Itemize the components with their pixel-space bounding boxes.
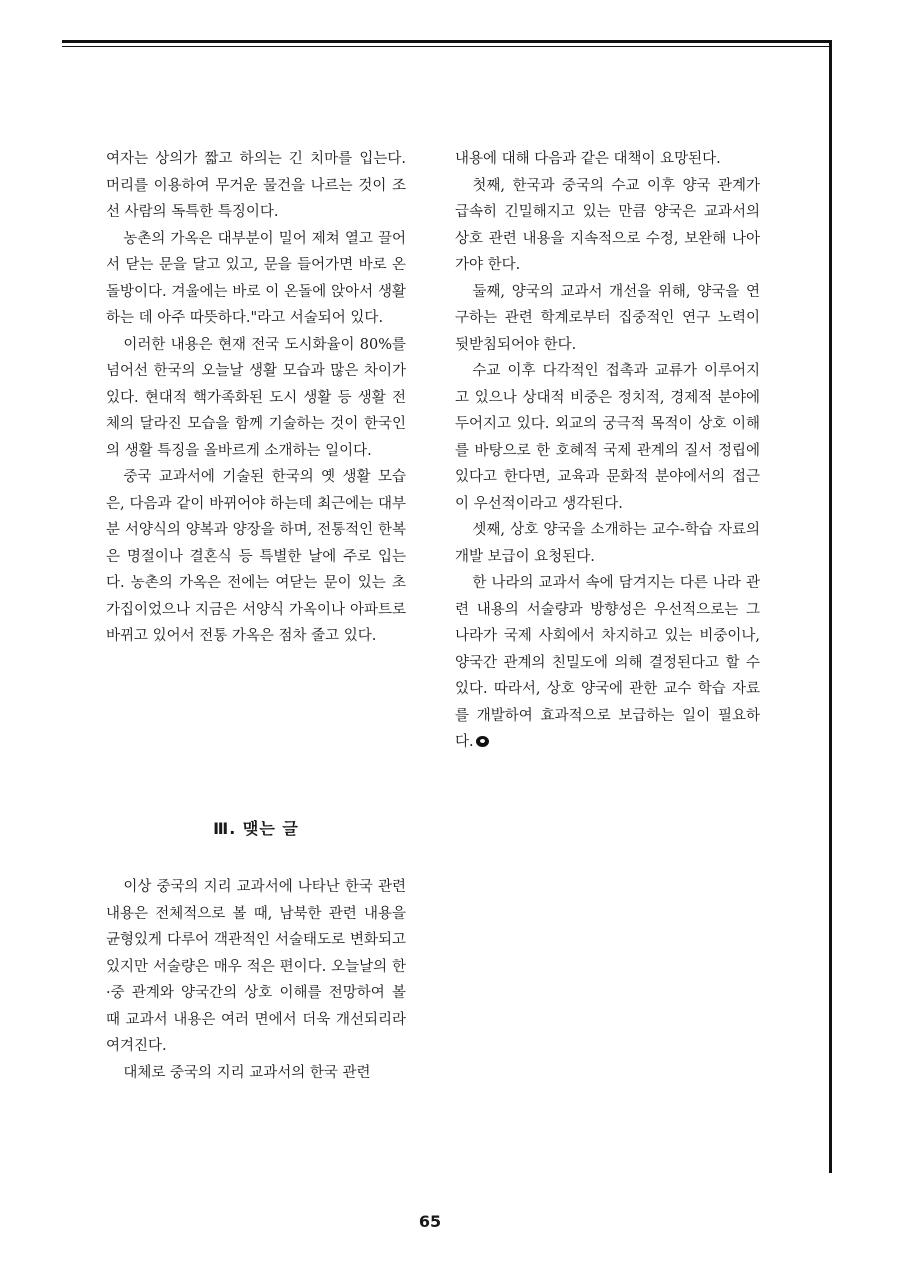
paragraph: 첫째, 한국과 중국의 수교 이후 양국 관계가 급속히 긴밀해지고 있는 만큼 양국은 교과서의 상호 관련 내용을 지속적으로 수정, 보완해 나아가야 한다. [455, 177, 760, 273]
paragraph: 중국 교과서에 기술된 한국의 옛 생활 모습은, 다음과 같이 바뀌어야 하는데 최근에는 대부분 서양식의 양복과 양장을 하며, 전통적인 한복은 명절이나 결혼식 등 특별한 날에 주로 입는다. 농촌의 가옥은 전에는 여닫는 문이 있는 초가집이었으나 지금은 서양식 가옥이나 아파트로 바뀌고 있어서 전통 가옥은 점차 줄고 있다. [106, 469, 406, 644]
section-heading: Ⅲ. 맺는 글 [213, 819, 299, 838]
paragraph: 수교 이후 다각적인 접촉과 교류가 이루어지고 있으나 상대적 비중은 정치적, 경제적 분야에 두어지고 있다. 외교의 궁극적 목적이 상호 이해를 바탕으로 한 호혜적 국제 관계의 질서 정립에 있다고 한다면, 교육과 문화적 분야에서의 접근이 우선적이라고 생각된다. [455, 363, 760, 512]
left-column [106, 146, 406, 650]
paragraph: 둘째, 양국의 교과서 개선을 위해, 양국을 연구하는 관련 학계로부터 집중적인 연구 노력이 뒷받침되어야 한다. [455, 283, 760, 353]
paragraph [455, 570, 760, 756]
paragraph: 셋째, 상호 양국을 소개하는 교수-학습 자료의 개발 보급이 요청된다. [455, 522, 760, 565]
right-column [455, 146, 760, 756]
paragraph: 이상 중국의 지리 교과서에 나타난 한국 관련 내용은 전체적으로 볼 때, 남북한 관련 내용을 균형있게 다루어 객관적인 서술태도로 변화되고 있지만 서술량은 매우 적은 편이다. 오늘날의 한·중 관계와 양국간의 상호 이해를 전망하여 볼 때 교과서 내용은 여러 면에서 더욱 개선되리라 여겨진다. [106, 879, 406, 1054]
paragraph: 여자는 상의가 짧고 하의는 긴 치마를 입는다. 머리를 이용하여 무거운 물건을 나르는 것이 조선 사람의 독특한 특징이다. [106, 151, 406, 220]
top-rule-secondary [62, 46, 832, 47]
page-number: 65 [418, 1212, 442, 1231]
left-column-bottom [106, 874, 406, 1086]
paragraph: 이러한 내용은 현재 전국 도시화율이 80%를 넘어선 한국의 오늘날 생활 모습과 많은 차이가 있다. 현대적 핵가족화된 도시 생활 등 생활 전체의 달라진 모습을 함께 기술하는 것이 한국인의 생활 특징을 올바르게 소개하는 일이다. [106, 336, 406, 459]
top-rule [62, 40, 832, 43]
paragraph: 내용에 대해 다음과 같은 대책이 요망된다. [455, 151, 721, 167]
end-of-article-mark-icon [476, 736, 489, 747]
paragraph: 농촌의 가옥은 대부분이 밀어 제쳐 열고 끌어서 닫는 문을 달고 있고, 문을 들어가면 바로 온돌방이다. 겨울에는 바로 이 온돌에 앉아서 생활하는 데 아주 따뜻하다."라고 서술되어 있다. [106, 230, 406, 326]
paragraph: 대체로 중국의 지리 교과서의 한국 관련 [123, 1064, 371, 1081]
paragraph-text: 한 나라의 교과서 속에 담겨지는 다른 나라 관련 내용의 서술량과 방향성은 우선적으로는 그 나라가 국제 사회에서 차지하고 있는 비중이나, 양국간 관계의 친밀도에 의해 결정된다고 할 수 있다. 따라서, 상호 양국에 관한 교수 학습 자료를 개발하여 효과적으로 보급하는 일이 필요하다. [455, 575, 760, 750]
right-margin-rule [829, 43, 832, 1173]
